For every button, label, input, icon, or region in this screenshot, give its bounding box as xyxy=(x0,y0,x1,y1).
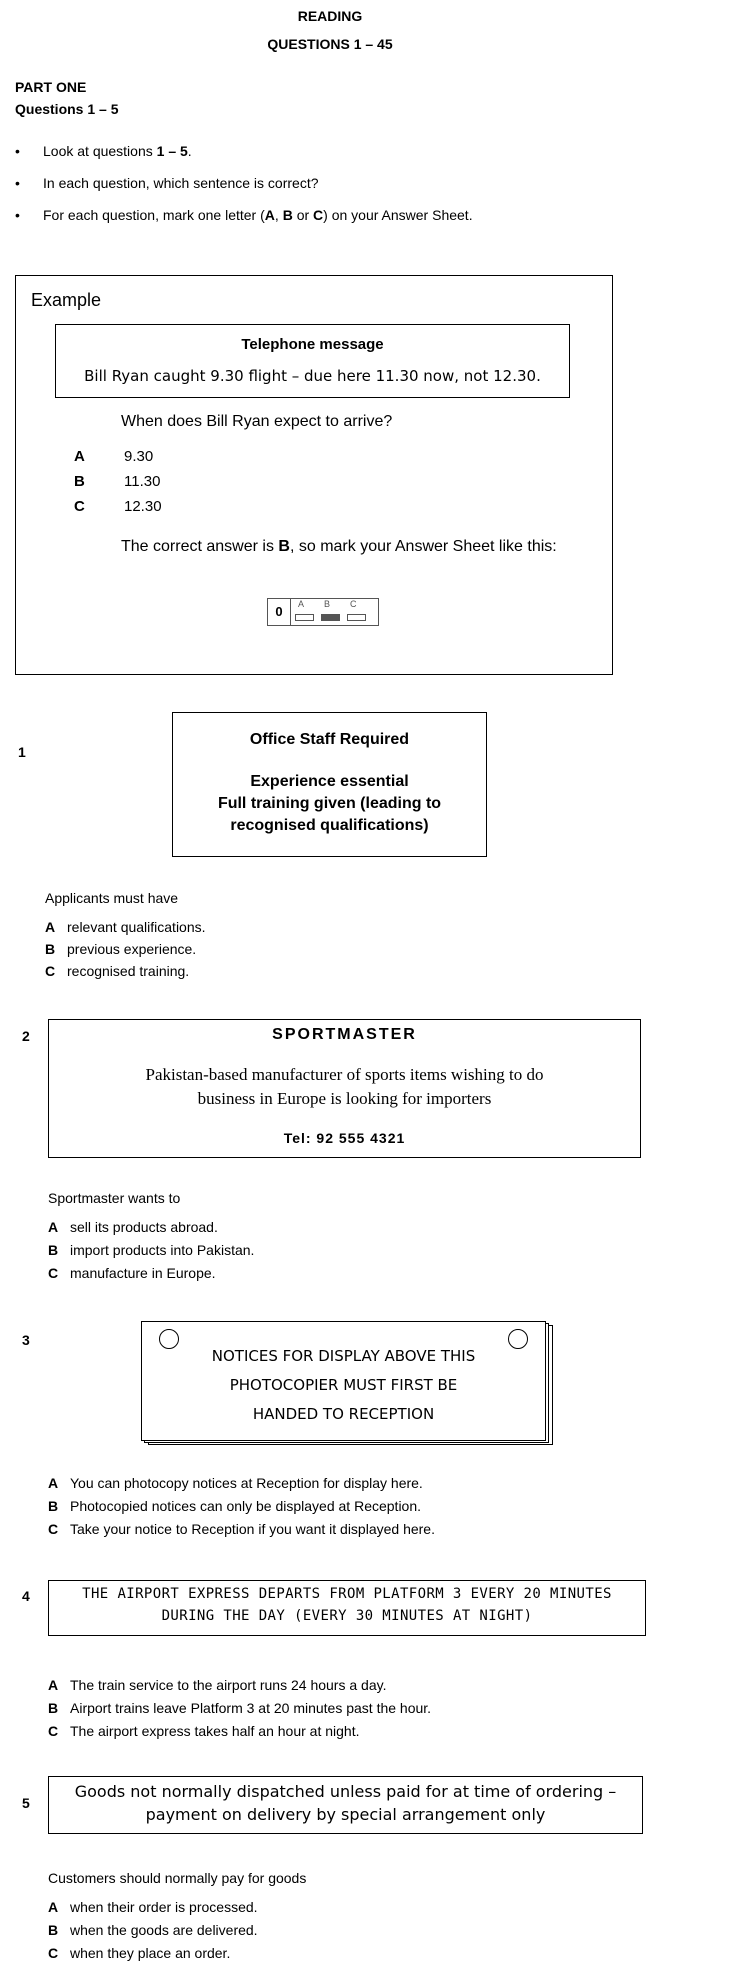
instructions-list xyxy=(15,143,695,235)
q2-sign-tel: Tel: 92 555 4321 xyxy=(283,1130,406,1146)
instruction-item: • In each question, which sentence is correct? xyxy=(15,175,319,191)
page-title: READING xyxy=(297,8,363,24)
q1-sign-line: Full training given (leading to xyxy=(217,795,442,812)
q4-sign xyxy=(48,1580,646,1636)
q3-notice xyxy=(141,1321,546,1441)
sheet-letter-c: C xyxy=(350,599,357,609)
q1-sign xyxy=(172,712,487,857)
q5-option: B when the goods are delivered. xyxy=(48,1922,258,1938)
q5-sign-line: Goods not normally dispatched unless paid for at time of ordering – xyxy=(74,1782,617,1801)
q2-sign-title: SPORTMASTER xyxy=(272,1026,417,1043)
q2-option: A sell its products abroad. xyxy=(48,1219,218,1235)
q3-sign-line: NOTICES FOR DISPLAY ABOVE THIS xyxy=(211,1347,476,1365)
question-number: 5 xyxy=(22,1795,30,1811)
instruction-item: • Look at questions 1 – 5. xyxy=(15,143,192,159)
q3-option: B Photocopied notices can only be displayed at Reception. xyxy=(48,1498,422,1514)
question-number: 4 xyxy=(22,1588,30,1604)
example-option: B 11.30 xyxy=(74,473,161,490)
q2-sign xyxy=(48,1019,641,1158)
message-text: Bill Ryan caught 9.30 flight – due here 11.30 now, not 12.30. xyxy=(84,367,541,385)
q4-sign-line: THE AIRPORT EXPRESS DEPARTS FROM PLATFORM 3 EVERY 20 MINUTES xyxy=(82,1586,612,1602)
q1-option: A relevant qualifications. xyxy=(45,919,206,935)
sheet-letter-b: B xyxy=(324,599,331,609)
q3-option: C Take your notice to Reception if you want it displayed here. xyxy=(48,1521,435,1537)
example-question: When does Bill Ryan expect to arrive? xyxy=(121,413,393,430)
answer-sheet-number: 0 xyxy=(268,599,291,625)
question-number: 2 xyxy=(22,1028,30,1044)
example-label: Example xyxy=(31,290,102,310)
page-subtitle: QUESTIONS 1 – 45 xyxy=(267,36,393,52)
message-title: Telephone message xyxy=(241,336,384,353)
q3-option: A You can photocopy notices at Reception for display here. xyxy=(48,1475,423,1491)
question-number: 3 xyxy=(22,1332,30,1348)
q5-option: C when they place an order. xyxy=(48,1945,231,1961)
q4-sign-line: DURING THE DAY (EVERY 30 MINUTES AT NIGHT) xyxy=(161,1608,533,1624)
part-title: PART ONE xyxy=(15,79,87,95)
q2-sign-text: Pakistan-based manufacturer of sports items wishing to do xyxy=(145,1065,544,1084)
q5-option: A when their order is processed. xyxy=(48,1899,258,1915)
part-questions: Questions 1 – 5 xyxy=(15,101,119,117)
q2-option: B import products into Pakistan. xyxy=(48,1242,255,1258)
q1-option: B previous experience. xyxy=(45,941,197,957)
q3-sign-line: PHOTOCOPIER MUST FIRST BE xyxy=(229,1376,458,1394)
telephone-message-box xyxy=(55,324,570,398)
example-option: C 12.30 xyxy=(74,498,162,515)
q2-stem: Sportmaster wants to xyxy=(48,1190,181,1206)
q1-stem: Applicants must have xyxy=(45,890,179,906)
example-box xyxy=(15,275,613,675)
q4-option: C The airport express takes half an hour at night. xyxy=(48,1723,360,1739)
sheet-bubble-a xyxy=(295,614,314,621)
q5-sign-line: payment on delivery by special arrangement only xyxy=(145,1805,546,1824)
q2-sign-text: business in Europe is looking for importers xyxy=(197,1089,492,1108)
q4-option: B Airport trains leave Platform 3 at 20 minutes past the hour. xyxy=(48,1700,432,1716)
sheet-bubble-b-filled xyxy=(321,614,340,621)
q4-option: A The train service to the airport runs 24 hours a day. xyxy=(48,1677,387,1693)
pin-hole-icon xyxy=(508,1329,528,1349)
q1-option: C recognised training. xyxy=(45,963,190,979)
q3-sign-line: HANDED TO RECEPTION xyxy=(252,1405,435,1423)
q2-option: C manufacture in Europe. xyxy=(48,1265,216,1281)
example-answer-text: The correct answer is B, so mark your Answer Sheet like this: xyxy=(121,538,557,555)
answer-sheet-sample xyxy=(267,598,379,626)
q5-stem: Customers should normally pay for goods xyxy=(48,1870,307,1886)
question-number: 1 xyxy=(18,744,26,760)
q1-sign-line: Experience essential xyxy=(250,773,409,790)
q1-sign-line: recognised qualifications) xyxy=(230,817,429,834)
instruction-item: • For each question, mark one letter (A, B or C) on your Answer Sheet. xyxy=(15,207,473,223)
sheet-letter-a: A xyxy=(298,599,305,609)
pin-hole-icon xyxy=(159,1329,179,1349)
example-option: A 9.30 xyxy=(74,448,154,465)
q5-sign xyxy=(48,1776,643,1834)
q1-sign-title: Office Staff Required xyxy=(249,731,410,748)
sheet-bubble-c xyxy=(347,614,366,621)
